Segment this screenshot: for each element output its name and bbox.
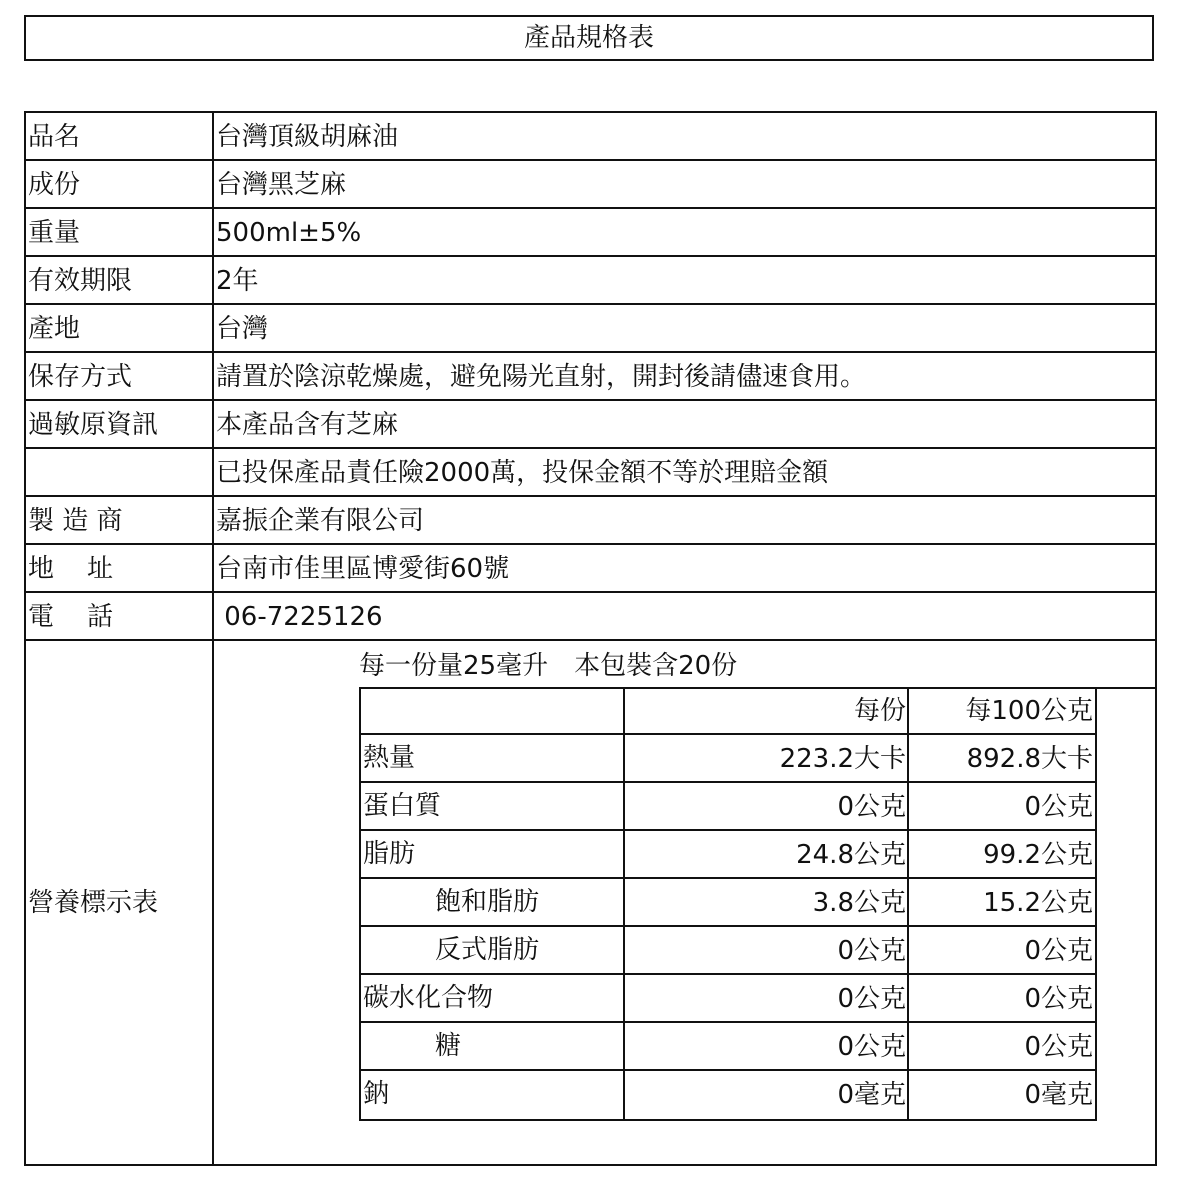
spec-value: 2年 [216,266,259,296]
spec-row-address [26,545,1155,593]
spec-label: 電 話 [28,602,114,632]
column-divider [212,113,214,1164]
spec-label: 過敏原資訊 [28,410,159,440]
nutrition-row [361,783,1095,831]
nutrient-name: 飽和脂肪 [435,887,540,917]
spec-row-shelf-life [26,257,1155,305]
nutrient-per-serving: 0公克 [837,792,906,822]
nutrition-row [361,927,1095,975]
nutrient-per-serving: 3.8公克 [812,888,906,918]
spec-row-origin [26,305,1155,353]
nutrient-per-100: 99.2公克 [983,840,1093,870]
spec-value: 台灣黑芝麻 [216,170,347,200]
nutrient-name: 糖 [435,1031,462,1061]
nutrient-per-100: 0毫克 [1024,1080,1093,1110]
spec-value: 請置於陰涼乾燥處，避免陽光直射，開封後請儘速食用。 [216,362,867,392]
nutrient-name: 反式脂肪 [435,935,540,965]
nutrient-per-serving: 0公克 [837,984,906,1014]
spec-value: 嘉振企業有限公司 [216,506,425,536]
spec-value: 本產品含有芝麻 [216,410,399,440]
spec-row-name [26,113,1155,161]
spec-row-storage [26,353,1155,401]
nutrient-per-serving: 0公克 [837,936,906,966]
spec-label: 成份 [28,170,81,200]
nutrient-per-100: 892.8大卡 [966,744,1093,774]
nutrient-per-serving: 0公克 [837,1032,906,1062]
nutrient-name: 蛋白質 [363,791,442,821]
nutrition-row [361,1071,1095,1119]
nutrient-per-100: 0公克 [1024,984,1093,1014]
nutrition-row [361,1023,1095,1071]
spec-label: 製 造 商 [28,506,123,536]
nutrient-per-100: 0公克 [1024,792,1093,822]
nutrient-name: 脂肪 [363,839,416,869]
spec-label: 產地 [28,314,81,344]
nutrition-header-row [361,687,1095,735]
serving-info: 每一份量25毫升 本包裝含20份 [359,651,738,681]
page-title: 產品規格表 [24,15,1154,61]
nutrition-row [361,735,1095,783]
spec-value: 台灣頂級胡麻油 [216,122,399,152]
spec-label: 重量 [28,218,81,248]
spec-value: 已投保產品責任險2000萬，投保金額不等於理賠金額 [216,458,829,488]
spec-label: 保存方式 [28,362,133,392]
nutrition-table [359,687,1097,1121]
nutrition-label: 營養標示表 [28,888,159,918]
spec-row-insurance [26,449,1155,497]
header-per-100: 每100公克 [965,696,1093,726]
nutrient-name: 碳水化合物 [363,983,494,1013]
nutrient-per-100: 0公克 [1024,1032,1093,1062]
nutrient-per-serving: 0毫克 [837,1080,906,1110]
spec-label: 有效期限 [28,266,133,296]
spec-label: 品名 [28,122,81,152]
nutrition-row [361,975,1095,1023]
nutrient-name: 鈉 [363,1079,390,1109]
spec-row-phone [26,593,1155,641]
nutrient-per-100: 15.2公克 [983,888,1093,918]
spec-row-ingredients [26,161,1155,209]
spec-row-weight [26,209,1155,257]
nutrient-per-serving: 223.2大卡 [779,744,906,774]
spec-value: 台南市佳里區博愛街60號 [216,554,510,584]
spec-value: 500ml±5% [216,218,362,248]
nutrient-per-serving: 24.8公克 [796,840,906,870]
spec-row-manufacturer [26,497,1155,545]
spec-label: 地 址 [28,554,114,584]
header-per-serving: 每份 [853,696,906,726]
spec-table [24,111,1157,1166]
spec-row-allergen [26,401,1155,449]
spec-value: 06-7225126 [216,602,383,632]
nutrient-per-100: 0公克 [1024,936,1093,966]
nutrient-name: 熱量 [363,743,416,773]
spec-value: 台灣 [216,314,269,344]
nutrition-row [361,879,1095,927]
nutrition-row [361,831,1095,879]
